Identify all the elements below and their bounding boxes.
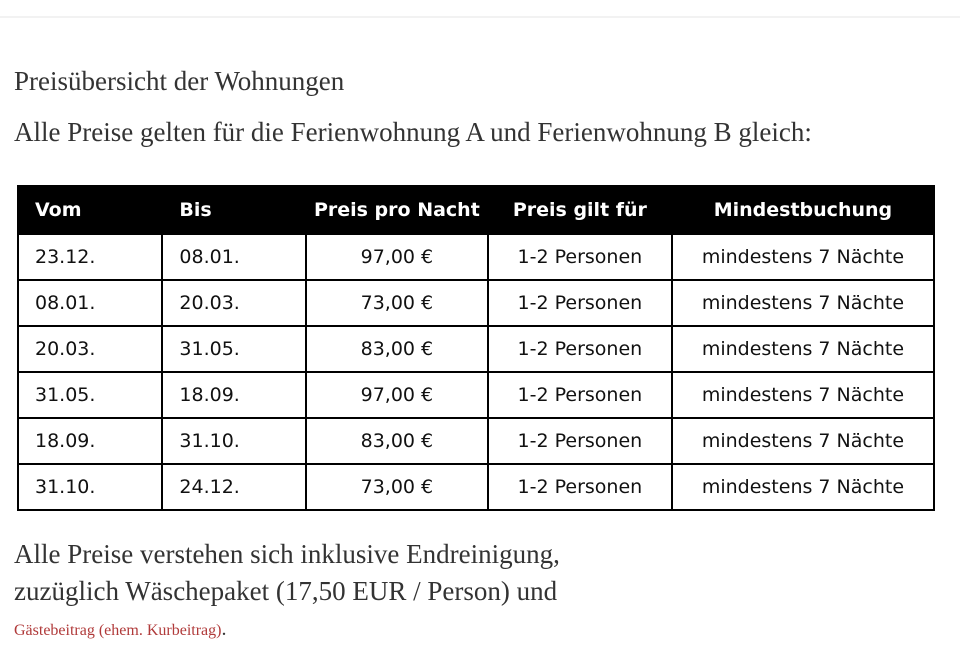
cell-vom: 23.12. [18, 234, 162, 280]
cell-preis: 83,00 € [306, 418, 488, 464]
table-row [18, 464, 934, 510]
cell-personen: 1-2 Personen [488, 326, 672, 372]
cell-bis: 18.09. [162, 372, 305, 418]
table-row [18, 234, 934, 280]
cell-preis: 73,00 € [306, 280, 488, 326]
header-preis-gilt-fuer: Preis gilt für [488, 186, 672, 234]
table-row [18, 326, 934, 372]
footer-line-1: Alle Preise verstehen sich inklusive Endreinigung, [14, 539, 560, 569]
cell-personen: 1-2 Personen [488, 280, 672, 326]
cell-personen: 1-2 Personen [488, 234, 672, 280]
cell-bis: 31.10. [162, 418, 305, 464]
cell-bis: 24.12. [162, 464, 305, 510]
cell-mindestbuchung: mindestens 7 Nächte [672, 464, 934, 510]
header-preis-pro-nacht: Preis pro Nacht [306, 186, 488, 234]
cell-bis: 31.05. [162, 326, 305, 372]
table-header-row [18, 186, 934, 234]
price-table [17, 185, 935, 511]
table-row [18, 280, 934, 326]
cell-mindestbuchung: mindestens 7 Nächte [672, 418, 934, 464]
footer-line-2: zuzüglich Wäschepaket (17,50 EUR / Person) und [14, 576, 558, 606]
cell-preis: 97,00 € [306, 234, 488, 280]
cell-preis: 73,00 € [306, 464, 488, 510]
top-divider [0, 16, 960, 18]
cell-vom: 18.09. [18, 418, 162, 464]
header-mindestbuchung: Mindestbuchung [672, 186, 934, 234]
cell-personen: 1-2 Personen [488, 464, 672, 510]
cell-mindestbuchung: mindestens 7 Nächte [672, 372, 934, 418]
table-row [18, 372, 934, 418]
header-vom: Vom [18, 186, 162, 234]
footer-period: . [221, 618, 227, 640]
cell-vom: 31.10. [18, 464, 162, 510]
footer-line-3 [14, 618, 226, 642]
cell-bis: 08.01. [162, 234, 305, 280]
cell-preis: 97,00 € [306, 372, 488, 418]
cell-mindestbuchung: mindestens 7 Nächte [672, 234, 934, 280]
cell-mindestbuchung: mindestens 7 Nächte [672, 326, 934, 372]
cell-bis: 20.03. [162, 280, 305, 326]
intro-text: Alle Preise gelten für die Ferienwohnung A und Ferienwohnung B gleich: [14, 117, 812, 147]
table-row [18, 418, 934, 464]
cell-mindestbuchung: mindestens 7 Nächte [672, 280, 934, 326]
header-bis: Bis [162, 186, 305, 234]
cell-preis: 83,00 € [306, 326, 488, 372]
page-heading: Preisübersicht der Wohnungen [14, 66, 345, 96]
cell-vom: 20.03. [18, 326, 162, 372]
cell-personen: 1-2 Personen [488, 372, 672, 418]
cell-vom: 08.01. [18, 280, 162, 326]
cell-vom: 31.05. [18, 372, 162, 418]
gaestebeitrag-link[interactable]: Gästebeitrag (ehem. Kurbeitrag) [14, 622, 222, 639]
cell-personen: 1-2 Personen [488, 418, 672, 464]
